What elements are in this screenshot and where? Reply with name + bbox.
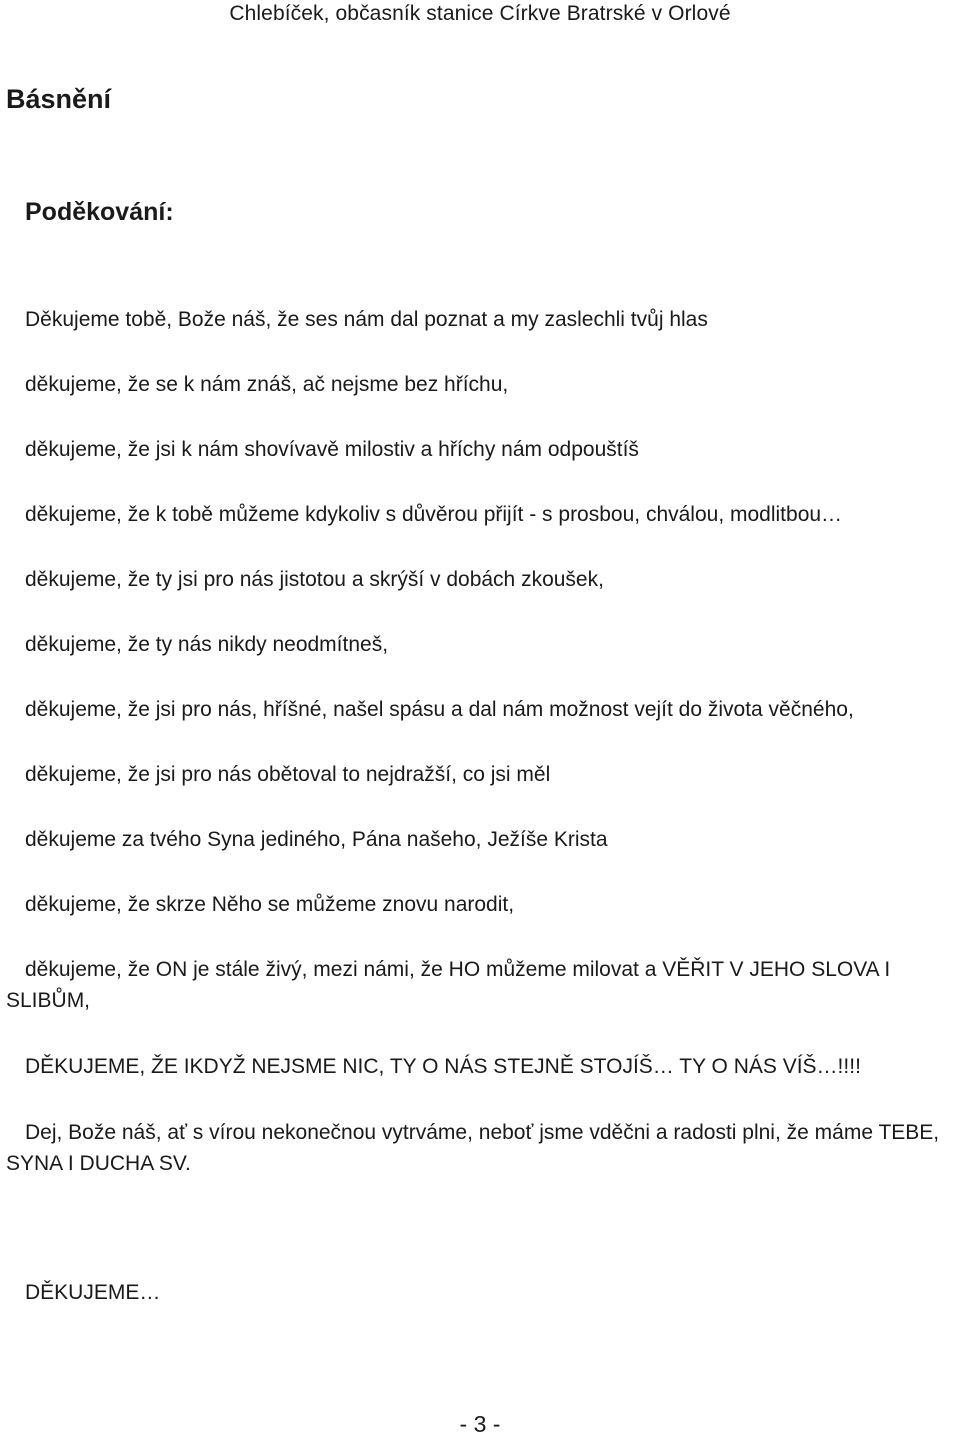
publication-header: Chlebíček, občasník stanice Církve Bratrské v Orlové xyxy=(229,2,731,25)
poem-line: Dej, Bože náš, ať s vírou nekonečnou vytrváme, neboť jsme vděčni a radosti plni, že máme TEBE, SYNA I DUCHA SV. xyxy=(6,1121,940,1175)
poem-line: děkujeme, že jsi pro nás obětoval to nejdražší, co jsi měl xyxy=(25,763,551,786)
poem-line: děkujeme, že ty nás nikdy neodmítneš, xyxy=(25,633,389,656)
poem-line: děkujeme, že jsi pro nás, hříšné, našel spásu a dal nám možnost vejít do života věčného, xyxy=(25,698,854,721)
poem-line: děkujeme, že ty jsi pro nás jistotou a skrýší v dobách zkoušek, xyxy=(25,568,604,591)
poem-line: děkujeme, že skrze Něho se můžeme znovu narodit, xyxy=(25,893,515,916)
poem-line: děkujeme, že k tobě můžeme kdykoliv s důvěrou přijít - s prosbou, chválou, modlitbou… xyxy=(25,503,843,526)
poem-line: děkujeme, že jsi k nám shovívavě milostiv a hříchy nám odpouštíš xyxy=(25,438,639,461)
section-title: Básnění xyxy=(6,84,112,114)
poem-line: děkujeme, že ON je stále živý, mezi námi, že HO můžeme milovat a VĚŘIT V JEHO SLOVA I SLIBŮM, xyxy=(6,958,891,1012)
page-number: - 3 - xyxy=(459,1411,501,1437)
poem-closing: DĚKUJEME… xyxy=(25,1281,161,1304)
poem-title: Poděkování: xyxy=(25,198,174,226)
poem-line: DĚKUJEME, ŽE IKDYŽ NEJSME NIC, TY O NÁS STEJNĚ STOJÍŠ… TY O NÁS VÍŠ…!!!! xyxy=(25,1055,861,1078)
poem-line: Děkujeme tobě, Bože náš, že ses nám dal poznat a my zaslechli tvůj hlas xyxy=(25,308,708,331)
poem-line: děkujeme za tvého Syna jediného, Pána našeho, Ježíše Krista xyxy=(25,828,608,851)
poem-line: děkujeme, že se k nám znáš, ač nejsme bez hříchu, xyxy=(25,373,509,396)
